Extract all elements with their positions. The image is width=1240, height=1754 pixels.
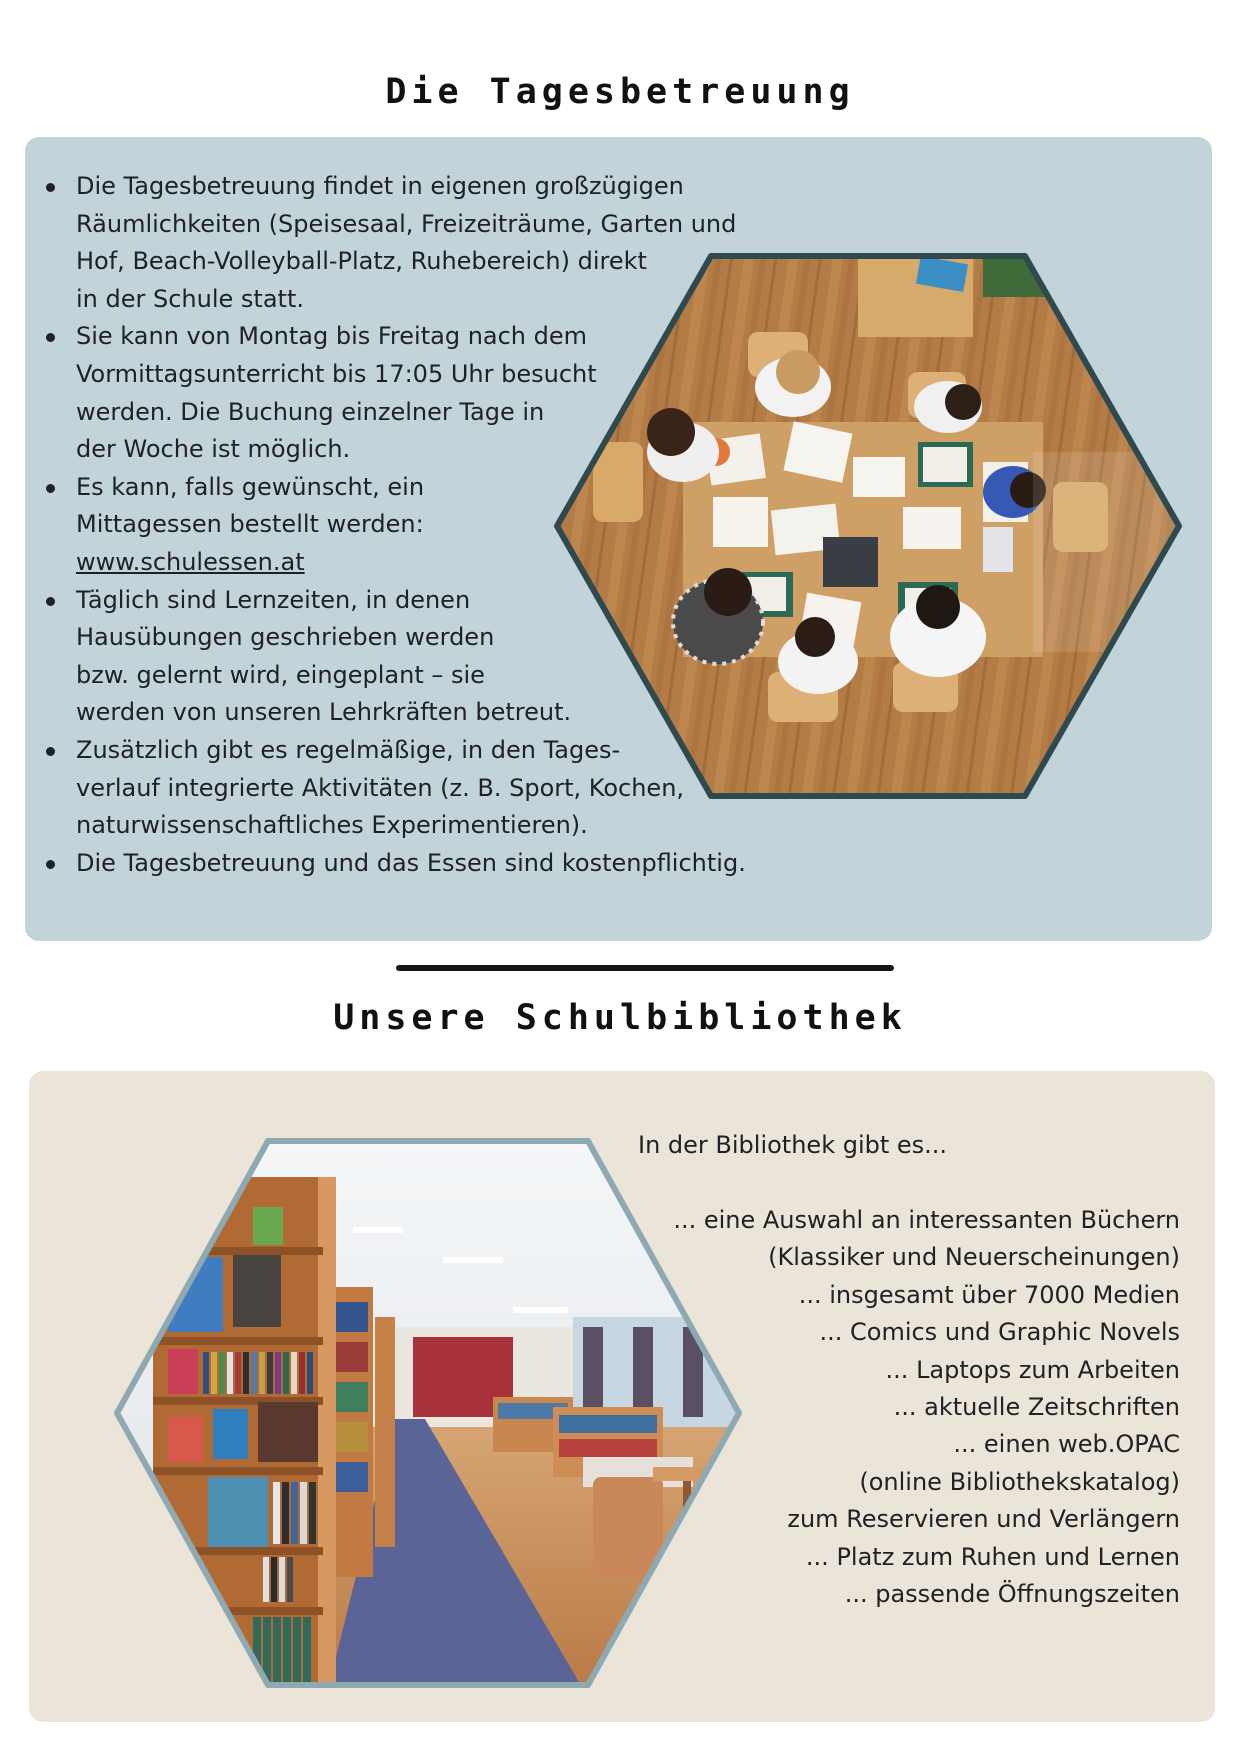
bullet-line: Die Tagesbetreuung findet in eigenen großzügigen xyxy=(76,172,684,200)
bullet-line: Die Tagesbetreuung und das Essen sind kostenpflichtig. xyxy=(76,848,746,877)
library-feature-item: ... passende Öffnungszeiten xyxy=(844,1580,1180,1609)
bullet-line: Sie kann von Montag bis Freitag nach dem xyxy=(76,322,588,351)
bullet-line: Vormittagsunterricht bis 17:05 Uhr besucht xyxy=(76,359,597,388)
bullet-line: bzw. gelernt wird, eingeplant – sie xyxy=(76,660,485,689)
library-intro: In der Bibliothek gibt es... xyxy=(638,1131,948,1159)
library-feature-item: zum Reservieren und Verlängern xyxy=(787,1505,1180,1534)
classroom-photo xyxy=(553,252,1183,800)
library-feature-item: (online Bibliothekskatalog) xyxy=(859,1467,1180,1496)
library-feature-item: ... Comics und Graphic Novels xyxy=(819,1318,1180,1347)
library-feature-item: (Klassiker und Neuerscheinungen) xyxy=(768,1243,1180,1272)
bullet-line: in der Schule statt. xyxy=(76,284,304,313)
library-feature-item: ... Laptops zum Arbeiten xyxy=(885,1355,1180,1384)
bullet-line: Mittagessen bestellt werden: xyxy=(76,510,424,539)
bullet-line: der Woche ist möglich. xyxy=(76,435,351,464)
section-divider xyxy=(396,965,894,971)
bullet-line: Räumlichkeiten (Speisesaal, Freizeiträume, Garten und xyxy=(76,209,737,238)
bullet-line: werden von unseren Lehrkräften betreut. xyxy=(76,698,572,727)
tagesbetreuung-bullet xyxy=(36,845,766,883)
bullet-line: Zusätzlich gibt es regelmäßige, in den Tages- xyxy=(76,735,621,764)
library-feature-item: ... insgesamt über 7000 Medien xyxy=(798,1280,1180,1309)
bullet-line: Hausübungen geschrieben werden xyxy=(76,623,495,652)
section-title-tagesbetreuung: Die Tagesbetreuung xyxy=(385,72,855,112)
library-feature-item: ... aktuelle Zeitschriften xyxy=(893,1393,1180,1422)
section-title-schulbibliothek: Unsere Schulbibliothek xyxy=(333,998,907,1038)
bullet-line: verlauf integrierte Aktivitäten (z. B. Sport, Kochen, xyxy=(76,773,685,802)
bullet-line: Es kann, falls gewünscht, ein xyxy=(76,472,425,501)
library-feature-list xyxy=(620,1202,1180,1613)
library-feature-item: ... einen web.OPAC xyxy=(953,1430,1180,1459)
schulessen-link[interactable]: www.schulessen.at xyxy=(76,547,305,576)
library-feature-item: ... Platz zum Ruhen und Lernen xyxy=(805,1542,1180,1571)
bullet-line: Täglich sind Lernzeiten, in denen xyxy=(76,585,471,614)
bullet-line: werden. Die Buchung einzelner Tage in xyxy=(76,397,545,426)
library-feature-item: ... eine Auswahl an interessanten Büchern xyxy=(673,1206,1180,1234)
bullet-line: naturwissenschaftliches Experimentieren). xyxy=(76,811,588,840)
bullet-line: Hof, Beach-Volleyball-Platz, Ruhebereich) direkt xyxy=(76,247,647,276)
